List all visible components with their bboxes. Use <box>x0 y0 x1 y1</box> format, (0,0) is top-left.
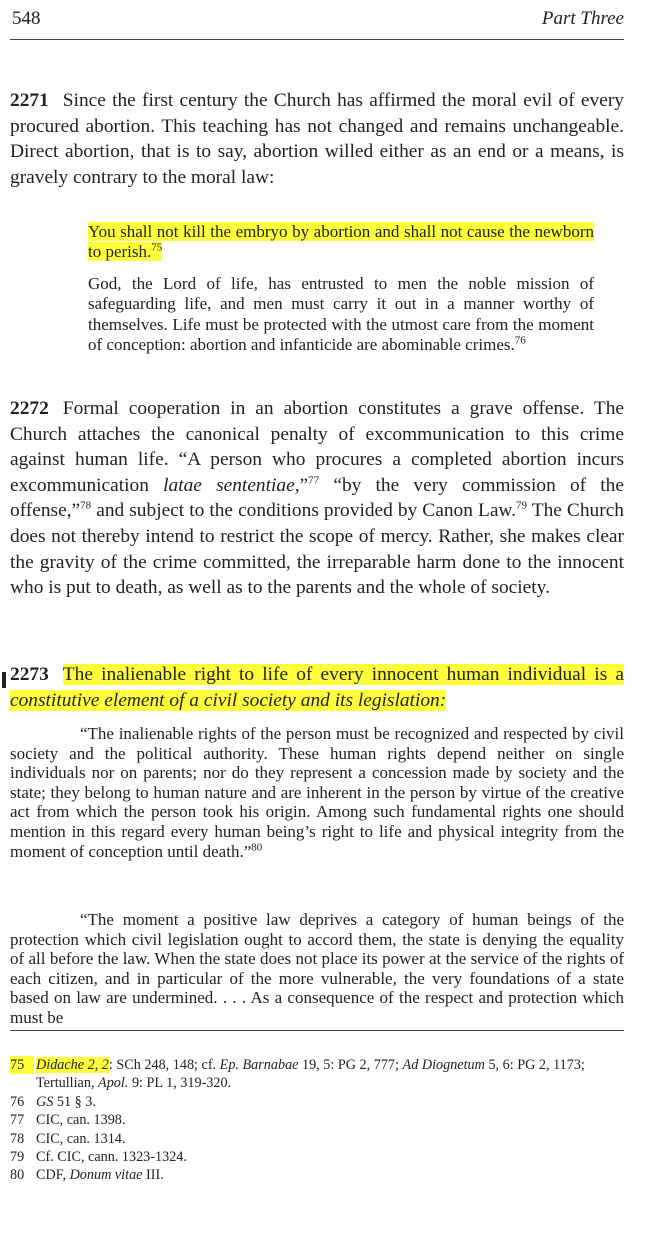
part-title: Part Three <box>541 8 624 29</box>
citation-italic: Donum vitae <box>69 1167 143 1184</box>
highlighted-quote <box>88 222 594 261</box>
footnote-rule <box>10 1030 624 1031</box>
citation-text: CDF, <box>36 1167 70 1184</box>
citation-text: 9: PL 1, 319-320. <box>128 1075 232 1092</box>
paragraph-text: Since the first century the Church has affirmed the moral evil of every procured abortion. This teaching has not changed and remains unchangeable. Direct abortion, that is to say, abortion willed either as an end or a means, is gravely contrary to the moral law: <box>10 90 624 188</box>
paragraph-text: The inalienable right to life of every innocent human individual is a <box>62 664 624 685</box>
paragraph-number: 2272 <box>10 398 49 419</box>
paragraph-2271 <box>10 88 624 190</box>
margin-marker <box>2 672 6 688</box>
footnote-number: 77 <box>10 1112 25 1129</box>
footnote-number: 80 <box>10 1167 25 1184</box>
highlighted-statement <box>10 664 624 711</box>
citation-italic: Ad Diognetum <box>402 1057 485 1073</box>
citation-text: : SCh 248, 148; cf. <box>108 1057 220 1073</box>
citation-italic: GS <box>36 1093 54 1110</box>
paragraph-2272: 2272 Formal cooperation in an abortion constitutes a grave offense. The Church attaches the canonical penalty of excommunication to this crime against human life. “A person who procures a completed abortion incurs excommunication latae sententiae,”$^{77}$ “by the very commission of the offense,”$^{78}$ and subject to the conditions provided by Canon Law.$^{79}$ The Church does not thereby intend to restrict the scope of mercy. Rather, she makes clear the gravity of the crime committed, the irreparable harm done to the innocent who is put to death, as well as to the parents and the whole of society. <box>10 398 625 599</box>
quote-didache <box>88 222 594 263</box>
citation-italic: Apol. <box>98 1075 129 1092</box>
paragraph-number: 2271 <box>10 90 49 111</box>
footnote-79 <box>10 1148 624 1166</box>
paragraph-text: and subject to the conditions provided by Canon Law. <box>96 500 517 522</box>
footnote-ref[interactable]: 75 <box>151 241 163 254</box>
quote-text: You shall not kill the embryo by abortion and shall not cause the newborn to perish. <box>88 222 594 262</box>
footnotes <box>10 1056 624 1185</box>
paragraph-2273 <box>10 662 624 713</box>
citation-italic: Ep. Barnabae <box>219 1057 299 1073</box>
citation-text: III. <box>142 1167 164 1184</box>
paragraph-text: Formal cooperation in an abortion constitutes a grave offense. The Church attaches the canonical penalty of excommunication to this crime against human life. “A person who procures a completed abortion incurs excommunication <box>10 398 624 496</box>
citation-text: 51 § 3. <box>53 1093 96 1110</box>
footnote-ref[interactable]: 76 <box>514 334 526 347</box>
footnote-ref[interactable]: 79 <box>516 499 528 512</box>
citation-italic: Didache 2, 2 <box>36 1057 109 1073</box>
footnote-76 <box>10 1093 624 1111</box>
footnote-77 <box>10 1111 624 1129</box>
quote-text: God, the Lord of life, has entrusted to men the noble mission of safeguarding life, and men must carry it out in a manner worthy of themselves. Life must be protected with the utmost care from the moment of conception: abortion and infanticide are abominable crimes. <box>88 274 594 354</box>
footnote-number: 75 <box>10 1056 34 1074</box>
quote-lord-of-life <box>88 274 594 355</box>
quote-text: “The inalienable rights of the person must be recognized and respected by civil society and the political authority. These human rights depend neither on single individuals nor on parents; nor do they represent a concession made by society and the state; they belong to human nature and are inherent in the person by virtue of the creative act from which the person took his origin. Among such fundamental rights one should mention in this regard every human being’s right to life and physical integrity from the moment of conception until death.” <box>10 724 624 861</box>
footnote-number: 79 <box>10 1149 25 1166</box>
page-number: 548 <box>12 8 41 29</box>
citation-text: CIC, can. 1398. <box>36 1112 126 1129</box>
highlighted-citation <box>36 1057 109 1073</box>
footnote-78 <box>10 1130 624 1148</box>
paragraph-number: 2273 <box>10 664 49 685</box>
footnote-number: 76 <box>10 1093 25 1110</box>
quote-positive-law <box>10 910 624 1028</box>
footnote-ref[interactable]: 77 <box>308 474 320 487</box>
header-rule <box>10 39 624 40</box>
page-header <box>10 8 624 36</box>
quote-inalienable-rights <box>10 724 624 861</box>
footnote-80 <box>10 1166 624 1184</box>
footnote-number: 78 <box>10 1130 25 1147</box>
footnote-ref[interactable]: 78 <box>80 499 92 512</box>
footnote-ref[interactable]: 80 <box>251 840 263 853</box>
citation-text: CIC, can. 1314. <box>36 1130 126 1147</box>
citation-text: 19, 5: PG 2, 777; <box>298 1057 403 1073</box>
paragraph-text: “by the very commission of the offense,” <box>10 474 624 522</box>
paragraph-text: The Church does not thereby intend to restrict the scope of mercy. Rather, she makes clear the gravity of the crime committed, the irreparable harm done to the innocent who is put to death, as well as to the parents and the whole of society. <box>10 500 625 599</box>
citation-text: 5, 6: PG 2, 1173; Tertullian, <box>36 1057 585 1092</box>
latin-term: latae sententiae, <box>163 474 300 496</box>
citation-text: Cf. CIC, cann. 1323-1324. <box>36 1149 187 1166</box>
italic-phrase: constitutive element of a civil society and its legislation: <box>10 689 447 711</box>
quote-text: “The moment a positive law deprives a category of human beings of the protection which civil legislation ought to accord them, the state is denying the equality of all before the law. When the state does not place its power at the service of the rights of each citizen, and in particular of the more vulnerable, the very foundations of a state based on law are undermined. . . . As a consequence of the respect and protection which must be <box>10 910 624 1027</box>
footnote-75 <box>10 1056 624 1093</box>
